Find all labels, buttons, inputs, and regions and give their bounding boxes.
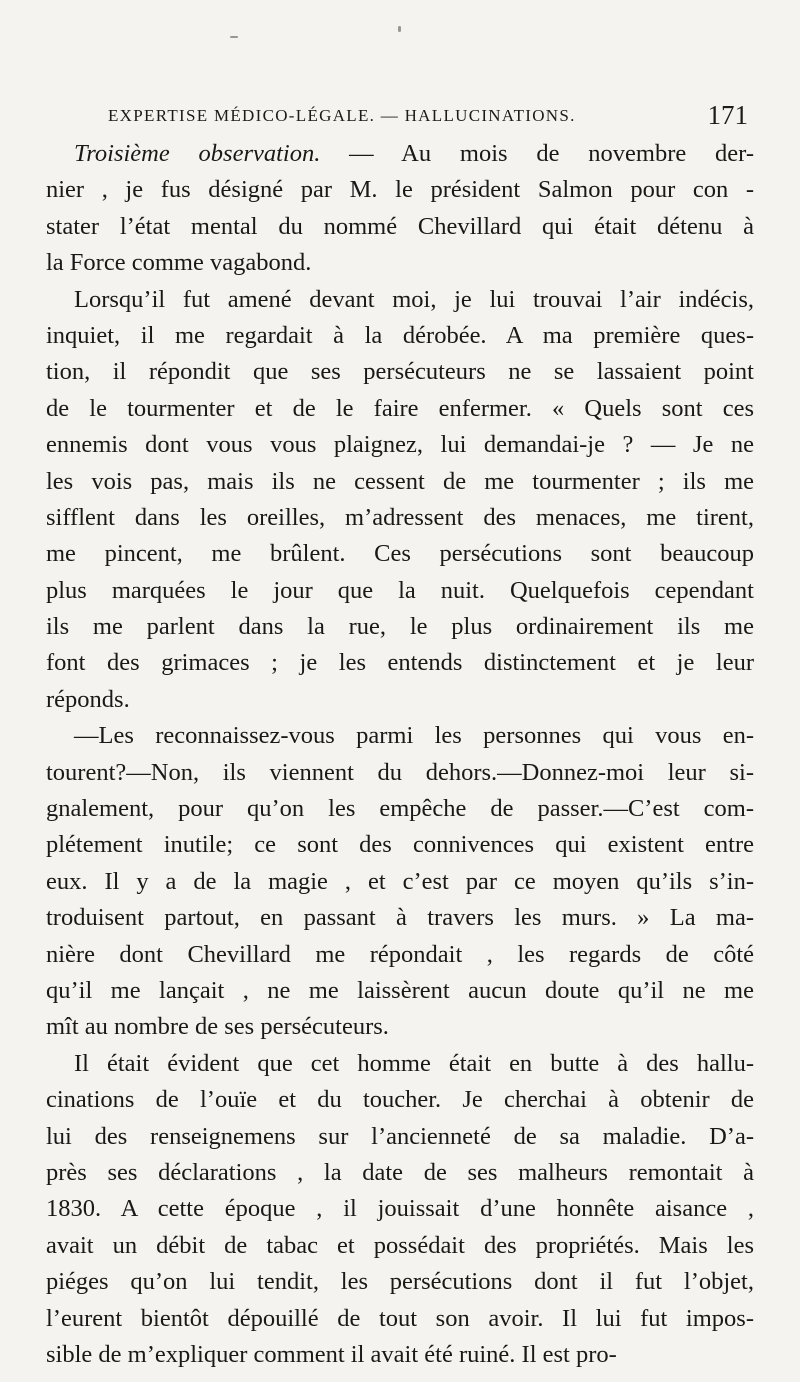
line-text: troduisent partout, en passant à travers les murs. » La ma- <box>46 904 754 932</box>
text-line <box>46 172 754 208</box>
paragraph <box>46 282 754 719</box>
text-line <box>46 573 754 609</box>
line-text: stater l’état mental du nommé Chevillard qui était détenu à <box>46 212 754 240</box>
text-line <box>46 1046 754 1082</box>
line-text: nier , je fus désigné par M. le président Salmon pour con - <box>46 176 754 204</box>
text-line <box>46 464 754 500</box>
observation-heading: Troisième observation. <box>74 140 321 167</box>
text-line <box>46 354 754 390</box>
line-text: plus marquées le jour que la nuit. Quelquefois cependant <box>46 576 754 604</box>
line-text: piéges qu’on lui tendit, les persécutions dont il fut l’objet, <box>46 1268 754 1296</box>
text-line <box>46 245 754 281</box>
text-line <box>46 1337 754 1373</box>
text-line <box>46 900 754 936</box>
line-text: gnalement, pour qu’on les empêche de passer.—C’est com- <box>46 795 754 823</box>
text-line <box>46 427 754 463</box>
line-text: réponds. <box>46 685 130 713</box>
line-text: tourent?—Non, ils viennent du dehors.—Donnez-moi leur si- <box>46 758 754 786</box>
text-line <box>46 1264 754 1300</box>
line-text: inquiet, il me regardait à la dérobée. A ma première ques- <box>46 321 754 349</box>
text-line <box>46 136 754 172</box>
text-line <box>46 391 754 427</box>
text-line <box>46 1228 754 1264</box>
ink-speck <box>398 26 401 32</box>
text-line <box>46 827 754 863</box>
text-line <box>46 500 754 536</box>
line-text: près ses déclarations , la date de ses malheurs remontait à <box>46 1158 754 1186</box>
line-text: ennemis dont vous vous plaignez, lui demandai-je ? — Je ne <box>46 431 754 459</box>
text-line <box>46 209 754 245</box>
text-line <box>46 973 754 1009</box>
line-text: — Au mois de novembre der- <box>320 140 755 167</box>
line-text: cinations de l’ouïe et du toucher. Je cherchai à obtenir de <box>46 1086 754 1114</box>
text-line <box>46 1301 754 1337</box>
text-line <box>46 937 754 973</box>
line-text: nière dont Chevillard me répondait , les regards de côté <box>46 940 754 968</box>
line-text: sible de m’expliquer comment il avait été ruiné. Il est pro- <box>46 1340 617 1368</box>
text-line <box>46 318 754 354</box>
line-text: avait un débit de tabac et possédait des propriétés. Mais les <box>46 1231 754 1259</box>
text-line <box>46 864 754 900</box>
line-text: font des grimaces ; je les entends distinctement et je leur <box>46 649 754 677</box>
line-text: sifflent dans les oreilles, m’adressent des menaces, me tirent, <box>46 503 754 531</box>
running-head: EXPERTISE MÉDICO-LÉGALE. — HALLUCINATIONS. <box>108 106 576 125</box>
line-text: —Les reconnaissez-vous parmi les personnes qui vous en- <box>74 722 754 750</box>
text-line <box>46 1191 754 1227</box>
line-text: me pincent, me brûlent. Ces persécutions sont beaucoup <box>46 540 754 568</box>
text-line <box>46 645 754 681</box>
text-line <box>46 682 754 718</box>
line-text: lui des renseignemens sur l’ancienneté de sa maladie. D’a- <box>46 1122 754 1150</box>
line-text: la Force comme vagabond. <box>46 249 312 277</box>
paragraph <box>46 136 754 282</box>
line-text: 1830. A cette époque , il jouissait d’une honnête aisance , <box>46 1195 754 1223</box>
text-line <box>46 718 754 754</box>
line-text: tion, il répondit que ses persécuteurs ne se lassaient point <box>46 358 754 386</box>
text-line <box>46 755 754 791</box>
text-line <box>46 536 754 572</box>
text-line <box>46 1082 754 1118</box>
page-number: 171 <box>707 100 748 130</box>
text-line <box>46 791 754 827</box>
body-text <box>46 136 754 1373</box>
line-text: eux. Il y a de la magie , et c’est par ce moyen qu’ils s’in- <box>46 867 754 895</box>
text-line <box>46 609 754 645</box>
line-text: l’eurent bientôt dépouillé de tout son avoir. Il lui fut impos- <box>46 1304 754 1332</box>
line-text: Lorsqu’il fut amené devant moi, je lui trouvai l’air indécis, <box>74 285 754 313</box>
text-line <box>46 1119 754 1155</box>
line-text: Il était évident que cet homme était en butte à des hallu- <box>74 1049 754 1077</box>
paragraph <box>46 718 754 1046</box>
page-header <box>108 100 748 134</box>
ink-speck <box>230 36 238 38</box>
line-text: les vois pas, mais ils ne cessent de me tourmenter ; ils me <box>46 467 754 495</box>
line-text: qu’il me lançait , ne me laissèrent aucun doute qu’il ne me <box>46 976 754 1004</box>
text-line <box>46 1009 754 1045</box>
line-text: mît au nombre de ses persécuteurs. <box>46 1013 389 1041</box>
text-line <box>46 1155 754 1191</box>
paragraph <box>46 1046 754 1374</box>
line-text: de le tourmenter et de le faire enfermer. « Quels sont ces <box>46 394 754 422</box>
line-text: plétement inutile; ce sont des connivences qui existent entre <box>46 831 754 859</box>
text-line <box>46 282 754 318</box>
line-text: ils me parlent dans la rue, le plus ordinairement ils me <box>46 613 754 641</box>
